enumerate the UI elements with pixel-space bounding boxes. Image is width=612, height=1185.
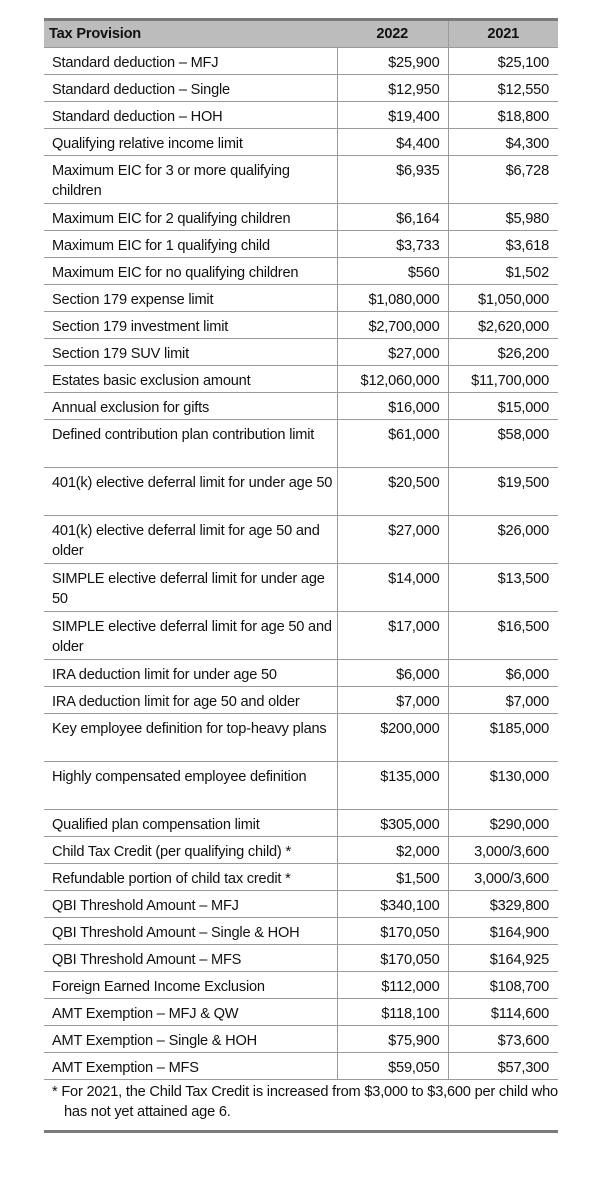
provision-cell: Section 179 expense limit [44,285,337,312]
provision-cell: 401(k) elective deferral limit for under age 50 [44,468,337,516]
value-2021-cell: $25,100 [448,48,558,75]
header-2022: 2022 [337,21,448,48]
provision-cell: QBI Threshold Amount – Single & HOH [44,918,337,945]
table-row [44,312,558,339]
value-2022-cell: $112,000 [337,972,448,999]
provision-cell: IRA deduction limit for age 50 and older [44,687,337,714]
table-row [44,468,558,516]
table-row [44,1026,558,1053]
header-row [44,21,558,48]
value-2022-cell: $61,000 [337,420,448,468]
value-2022-cell: $170,050 [337,918,448,945]
value-2021-cell: $6,000 [448,660,558,687]
provision-cell: AMT Exemption – MFJ & QW [44,999,337,1026]
value-2021-cell: $5,980 [448,204,558,231]
provision-cell: IRA deduction limit for under age 50 [44,660,337,687]
provision-cell: Qualifying relative income limit [44,129,337,156]
table-row [44,75,558,102]
provision-cell: Standard deduction – Single [44,75,337,102]
provision-cell: Section 179 SUV limit [44,339,337,366]
value-2021-cell: $290,000 [448,810,558,837]
value-2022-cell: $3,733 [337,231,448,258]
table-row [44,837,558,864]
table-row [44,945,558,972]
value-2021-cell: $1,502 [448,258,558,285]
value-2021-cell: $13,500 [448,564,558,612]
value-2022-cell: $1,500 [337,864,448,891]
table-row [44,48,558,75]
value-2022-cell: $2,700,000 [337,312,448,339]
footnote [44,1082,558,1122]
table-row [44,393,558,420]
table-row [44,714,558,762]
provision-cell: Maximum EIC for 1 qualifying child [44,231,337,258]
table-row [44,231,558,258]
value-2022-cell: $6,164 [337,204,448,231]
value-2022-cell: $14,000 [337,564,448,612]
footnote-line-1: * For 2021, the Child Tax Credit is increased from $3,000 to $3,600 per child who [52,1084,558,1100]
table-row [44,810,558,837]
provision-cell: Annual exclusion for gifts [44,393,337,420]
value-2021-cell: $19,500 [448,468,558,516]
table-row [44,156,558,204]
value-2021-cell: $58,000 [448,420,558,468]
value-2021-cell: $16,500 [448,612,558,660]
table-row [44,864,558,891]
provision-cell: QBI Threshold Amount – MFJ [44,891,337,918]
value-2021-cell: 3,000/3,600 [448,864,558,891]
value-2022-cell: $7,000 [337,687,448,714]
provision-cell: AMT Exemption – Single & HOH [44,1026,337,1053]
provision-cell: 401(k) elective deferral limit for age 50 and older [44,516,337,564]
value-2021-cell: $164,900 [448,918,558,945]
provision-cell: Maximum EIC for 2 qualifying children [44,204,337,231]
provision-cell: AMT Exemption – MFS [44,1053,337,1080]
table-row [44,420,558,468]
value-2022-cell: $560 [337,258,448,285]
value-2021-cell: $108,700 [448,972,558,999]
value-2022-cell: $135,000 [337,762,448,810]
value-2021-cell: $4,300 [448,129,558,156]
value-2021-cell: $329,800 [448,891,558,918]
value-2022-cell: $17,000 [337,612,448,660]
table-row [44,366,558,393]
table-row [44,339,558,366]
value-2022-cell: $25,900 [337,48,448,75]
provision-cell: Refundable portion of child tax credit * [44,864,337,891]
value-2021-cell: $18,800 [448,102,558,129]
table-row [44,972,558,999]
table-row [44,564,558,612]
bottom-rule [44,1130,558,1133]
provision-cell: Defined contribution plan contribution limit [44,420,337,468]
tax-provision-table [44,21,558,1080]
table-row [44,891,558,918]
provision-cell: Qualified plan compensation limit [44,810,337,837]
table-row [44,285,558,312]
value-2021-cell: $57,300 [448,1053,558,1080]
provision-cell: Key employee definition for top-heavy plans [44,714,337,762]
value-2021-cell: $1,050,000 [448,285,558,312]
tax-table-container [44,18,558,1133]
value-2021-cell: $164,925 [448,945,558,972]
value-2021-cell: $26,200 [448,339,558,366]
value-2022-cell: $6,935 [337,156,448,204]
value-2022-cell: $118,100 [337,999,448,1026]
table-row [44,1053,558,1080]
provision-cell: Highly compensated employee definition [44,762,337,810]
value-2021-cell: $12,550 [448,75,558,102]
table-row [44,762,558,810]
value-2022-cell: $20,500 [337,468,448,516]
provision-cell: SIMPLE elective deferral limit for age 50 and older [44,612,337,660]
value-2022-cell: $27,000 [337,339,448,366]
value-2022-cell: $170,050 [337,945,448,972]
provision-cell: SIMPLE elective deferral limit for under age 50 [44,564,337,612]
value-2022-cell: $27,000 [337,516,448,564]
value-2022-cell: $4,400 [337,129,448,156]
table-row [44,204,558,231]
table-row [44,999,558,1026]
value-2022-cell: $2,000 [337,837,448,864]
value-2022-cell: $340,100 [337,891,448,918]
header-2021: 2021 [448,21,558,48]
value-2021-cell: $114,600 [448,999,558,1026]
footnote-line-2: has not yet attained age 6. [64,1104,231,1120]
provision-cell: Standard deduction – MFJ [44,48,337,75]
value-2021-cell: $6,728 [448,156,558,204]
table-row [44,612,558,660]
provision-cell: Standard deduction – HOH [44,102,337,129]
value-2021-cell: $2,620,000 [448,312,558,339]
table-row [44,516,558,564]
value-2022-cell: $16,000 [337,393,448,420]
value-2021-cell: $185,000 [448,714,558,762]
value-2022-cell: $12,060,000 [337,366,448,393]
header-provision: Tax Provision [44,21,337,48]
value-2021-cell: $3,618 [448,231,558,258]
provision-cell: Estates basic exclusion amount [44,366,337,393]
table-row [44,129,558,156]
value-2022-cell: $19,400 [337,102,448,129]
table-row [44,660,558,687]
value-2021-cell: $11,700,000 [448,366,558,393]
value-2022-cell: $200,000 [337,714,448,762]
provision-cell: Foreign Earned Income Exclusion [44,972,337,999]
value-2021-cell: $15,000 [448,393,558,420]
value-2022-cell: $12,950 [337,75,448,102]
value-2021-cell: $130,000 [448,762,558,810]
provision-cell: Maximum EIC for 3 or more qualifying children [44,156,337,204]
value-2021-cell: $7,000 [448,687,558,714]
provision-cell: QBI Threshold Amount – MFS [44,945,337,972]
provision-cell: Section 179 investment limit [44,312,337,339]
value-2021-cell: $73,600 [448,1026,558,1053]
table-row [44,918,558,945]
value-2022-cell: $305,000 [337,810,448,837]
value-2022-cell: $1,080,000 [337,285,448,312]
value-2022-cell: $6,000 [337,660,448,687]
table-row [44,258,558,285]
value-2021-cell: 3,000/3,600 [448,837,558,864]
value-2022-cell: $59,050 [337,1053,448,1080]
value-2021-cell: $26,000 [448,516,558,564]
value-2022-cell: $75,900 [337,1026,448,1053]
provision-cell: Child Tax Credit (per qualifying child) * [44,837,337,864]
provision-cell: Maximum EIC for no qualifying children [44,258,337,285]
table-row [44,102,558,129]
table-row [44,687,558,714]
